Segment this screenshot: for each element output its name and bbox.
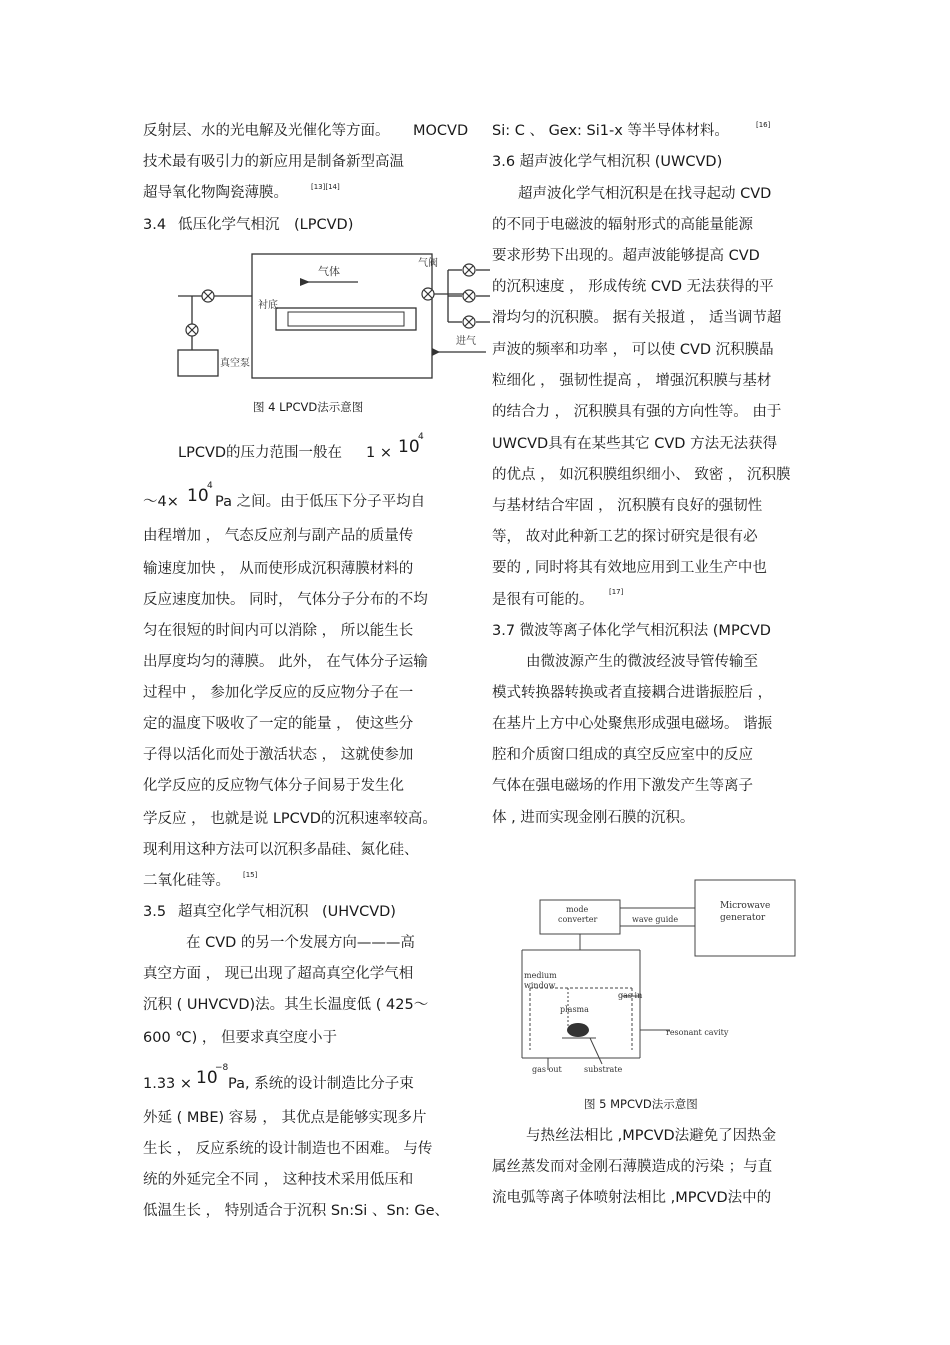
- fig5-label-gas-out: gas out: [532, 1065, 562, 1074]
- fig4-label-substrate: 衬底: [258, 300, 278, 311]
- para1-line2: 技术最有吸引力的新应用是制备新型高温: [143, 154, 404, 170]
- section-3-4-number: 3.4: [143, 217, 167, 233]
- para3-formula-rest: Pa, 系统的设计制造比分子束: [228, 1076, 414, 1092]
- fig5-label-generator: generator: [720, 913, 766, 923]
- para2-last-line: 二氧化硅等。: [143, 873, 230, 889]
- para4-line: UWCVD具有在某些其它 CVD 方法无法获得: [492, 436, 778, 452]
- fig5-label-mode: mode: [566, 905, 589, 914]
- section-3-5-title: 超真空化学气相沉积: [178, 904, 309, 920]
- para2-line2-start: ～4×: [143, 494, 179, 510]
- para3-formula-power: 10: [196, 1068, 218, 1088]
- para2-line: 输速度加快 ， 从而使形成沉积薄膜材料的: [143, 561, 414, 577]
- para2-line2-rest: Pa 之间。由于低压下分子平均自: [215, 494, 426, 510]
- para2-line: 由程增加 ， 气态反应剂与副产品的质量传: [143, 528, 414, 544]
- para4-line: 声波的频率和功率 ， 可以使 CVD 沉积膜晶: [492, 342, 774, 358]
- figure-4-caption: 图 4 LPCVD法示意图: [253, 400, 364, 414]
- para2-line: 子得以活化而处于激活状态 ， 这就使参加: [143, 747, 414, 763]
- para2-line1: LPCVD的压力范围一般在: [178, 445, 343, 461]
- plasma-icon: [567, 1023, 589, 1037]
- para2-line2-exp: 4: [207, 481, 213, 491]
- fig5-label-resonant-cavity: resonant cavity: [666, 1028, 729, 1037]
- fig4-label-valve: 气阀: [418, 258, 438, 269]
- para2-line: 反应速度加快。 同时， 气体分子分布的不均: [143, 592, 428, 608]
- para4-last-line: 是很有可能的。: [492, 592, 594, 608]
- para2-line: 定的温度下吸收了一定的能量 ， 使这些分: [143, 716, 414, 732]
- right-line1: Si: C 、 Gex: Si1-x 等半导体材料。: [492, 123, 729, 139]
- para2-line: 学反应 ， 也就是说 LPCVD的沉积速率较高。: [143, 811, 437, 827]
- para2-line: 现利用这种方法可以沉积多晶硅、氮化硅、: [143, 842, 419, 858]
- para4-line: 等， 故对此种新工艺的探讨研究是很有必: [492, 529, 758, 545]
- fig5-label-gas-in: gas in: [618, 991, 643, 1000]
- para3-formula-coef: 1.33 ×: [143, 1076, 193, 1092]
- para2-line: 过程中 ， 参加化学反应的反应物分子在一: [143, 685, 414, 701]
- para3-line: 沉积 ( UHVCVD)法。其生长温度低 ( 425～: [143, 997, 429, 1013]
- section-3-5-abbr: (UHVCVD): [322, 904, 396, 920]
- para3-line: 外延 ( MBE) 容易 ， 其优点是能够实现多片: [143, 1110, 427, 1126]
- section-3-4-abbr: (LPCVD): [294, 217, 354, 233]
- para1-ref: [13][14]: [311, 183, 340, 191]
- para4-line: 与基材结合牢固 ， 沉积膜有良好的强韧性: [492, 498, 763, 514]
- para5-line: 由微波源产生的微波经波导管传输至: [526, 654, 758, 670]
- para4-line: 要的 , 同时将其有效地应用到工业生产中也: [492, 560, 767, 576]
- para4-line: 滑均匀的沉积膜。 据有关报道 ， 适当调节超: [492, 310, 782, 326]
- fig5-label-microwave: Microwave: [720, 901, 771, 911]
- para4-line: 的优点 ， 如沉积膜组织细小、 致密 ， 沉积膜: [492, 467, 791, 483]
- section-3-6-heading: 3.6 超声波化学气相沉积 (UWCVD): [492, 154, 723, 170]
- para4-line: 的不同于电磁波的辐射形式的高能量能源: [492, 217, 753, 233]
- section-3-7-heading: 3.7 微波等离子体化学气相沉积法 (MPCVD: [492, 623, 771, 639]
- para6-line: 属丝蒸发而对金刚石薄膜造成的污染 ；与直: [492, 1159, 773, 1175]
- para6-line: 与热丝法相比 ,MPCVD法避免了因热金: [526, 1128, 777, 1144]
- para3-line: 生长 ， 反应系统的设计制造也不困难。 与传: [143, 1141, 433, 1157]
- para6-line: 流电弧等离子体喷射法相比 ,MPCVD法中的: [492, 1190, 772, 1206]
- para4-ref: [17]: [609, 588, 624, 596]
- fig5-label-plasma: plasma: [560, 1005, 589, 1014]
- para5-line: 在基片上方中心处聚焦形成强电磁场。 谐振: [492, 716, 773, 732]
- para5-line: 气体在强电磁场的作用下激发产生等离子: [492, 778, 753, 794]
- para5-line: 模式转换器转换或者直接耦合进谐振腔后 ，: [492, 685, 773, 701]
- para2-line: 化学反应的反应物气体分子间易于发生化: [143, 778, 404, 794]
- para3-line: 统的外延完全不同 ， 这种技术采用低压和: [143, 1172, 414, 1188]
- para3-line: 在 CVD 的另一个发展方向———高: [186, 935, 415, 951]
- fig4-label-gas: 气体: [318, 265, 340, 278]
- para2-line1-exp: 4: [418, 432, 424, 442]
- para1-line1-tail: MOCVD: [413, 123, 469, 139]
- fig5-label-medium: medium: [524, 971, 557, 980]
- para2-line: 出厚度均匀的薄膜。 此外， 在气体分子运输: [143, 654, 428, 670]
- fig4-label-pump: 真空泵: [220, 358, 250, 369]
- section-3-5-number: 3.5: [143, 904, 167, 920]
- right-line1-ref: [16]: [756, 121, 771, 129]
- para2-line2-power: 10: [187, 486, 209, 506]
- para2-line1-coef: 1 ×: [366, 445, 392, 461]
- section-3-4-title: 低压化学气相沉: [178, 217, 280, 233]
- para4-line: 的沉积速度 ， 形成传统 CVD 无法获得的平: [492, 279, 774, 295]
- fig5-label-converter: converter: [558, 915, 598, 924]
- para5-line: 腔和介质窗口组成的真空反应室中的反应: [492, 747, 753, 763]
- para4-line: 粒细化 ， 强韧性提高 ， 增强沉积膜与基材: [492, 373, 772, 389]
- figure-5-mpcvd-diagram: [510, 878, 810, 1078]
- para1-line3: 超导氧化物陶瓷薄膜。: [143, 185, 288, 201]
- para2-line: 匀在很短的时间内可以消除 ， 所以能生长: [143, 623, 414, 639]
- figure-5-caption: 图 5 MPCVD法示意图: [584, 1097, 698, 1111]
- fig5-label-window: window: [524, 981, 556, 990]
- para1-line1: 反射层、水的光电解及光催化等方面。: [143, 123, 390, 139]
- fig5-label-waveguide: wave guide: [632, 915, 679, 924]
- para4-line: 超声波化学气相沉积是在找寻起动 CVD: [518, 186, 772, 202]
- para4-line: 要求形势下出现的。超声波能够提高 CVD: [492, 248, 760, 264]
- para5-line: 体 , 进而实现金刚石膜的沉积。: [492, 810, 695, 826]
- para3-line: 低温生长 ， 特别适合于沉积 Sn:Si 、Sn: Ge、: [143, 1203, 449, 1219]
- para3-line: 600 ℃) ， 但要求真空度小于: [143, 1030, 337, 1046]
- para3-formula-exp: −8: [215, 1063, 229, 1073]
- para4-line: 的结合力 ， 沉积膜具有强的方向性等。 由于: [492, 404, 782, 420]
- para3-line: 真空方面 ， 现已出现了超高真空化学气相: [143, 966, 414, 982]
- fig5-label-substrate: substrate: [584, 1065, 623, 1074]
- fig4-label-inlet: 进气: [456, 336, 476, 347]
- figure-4-lpcvd-diagram: [170, 248, 490, 388]
- para2-line1-power: 10: [398, 437, 420, 457]
- para2-ref: [15]: [243, 871, 258, 879]
